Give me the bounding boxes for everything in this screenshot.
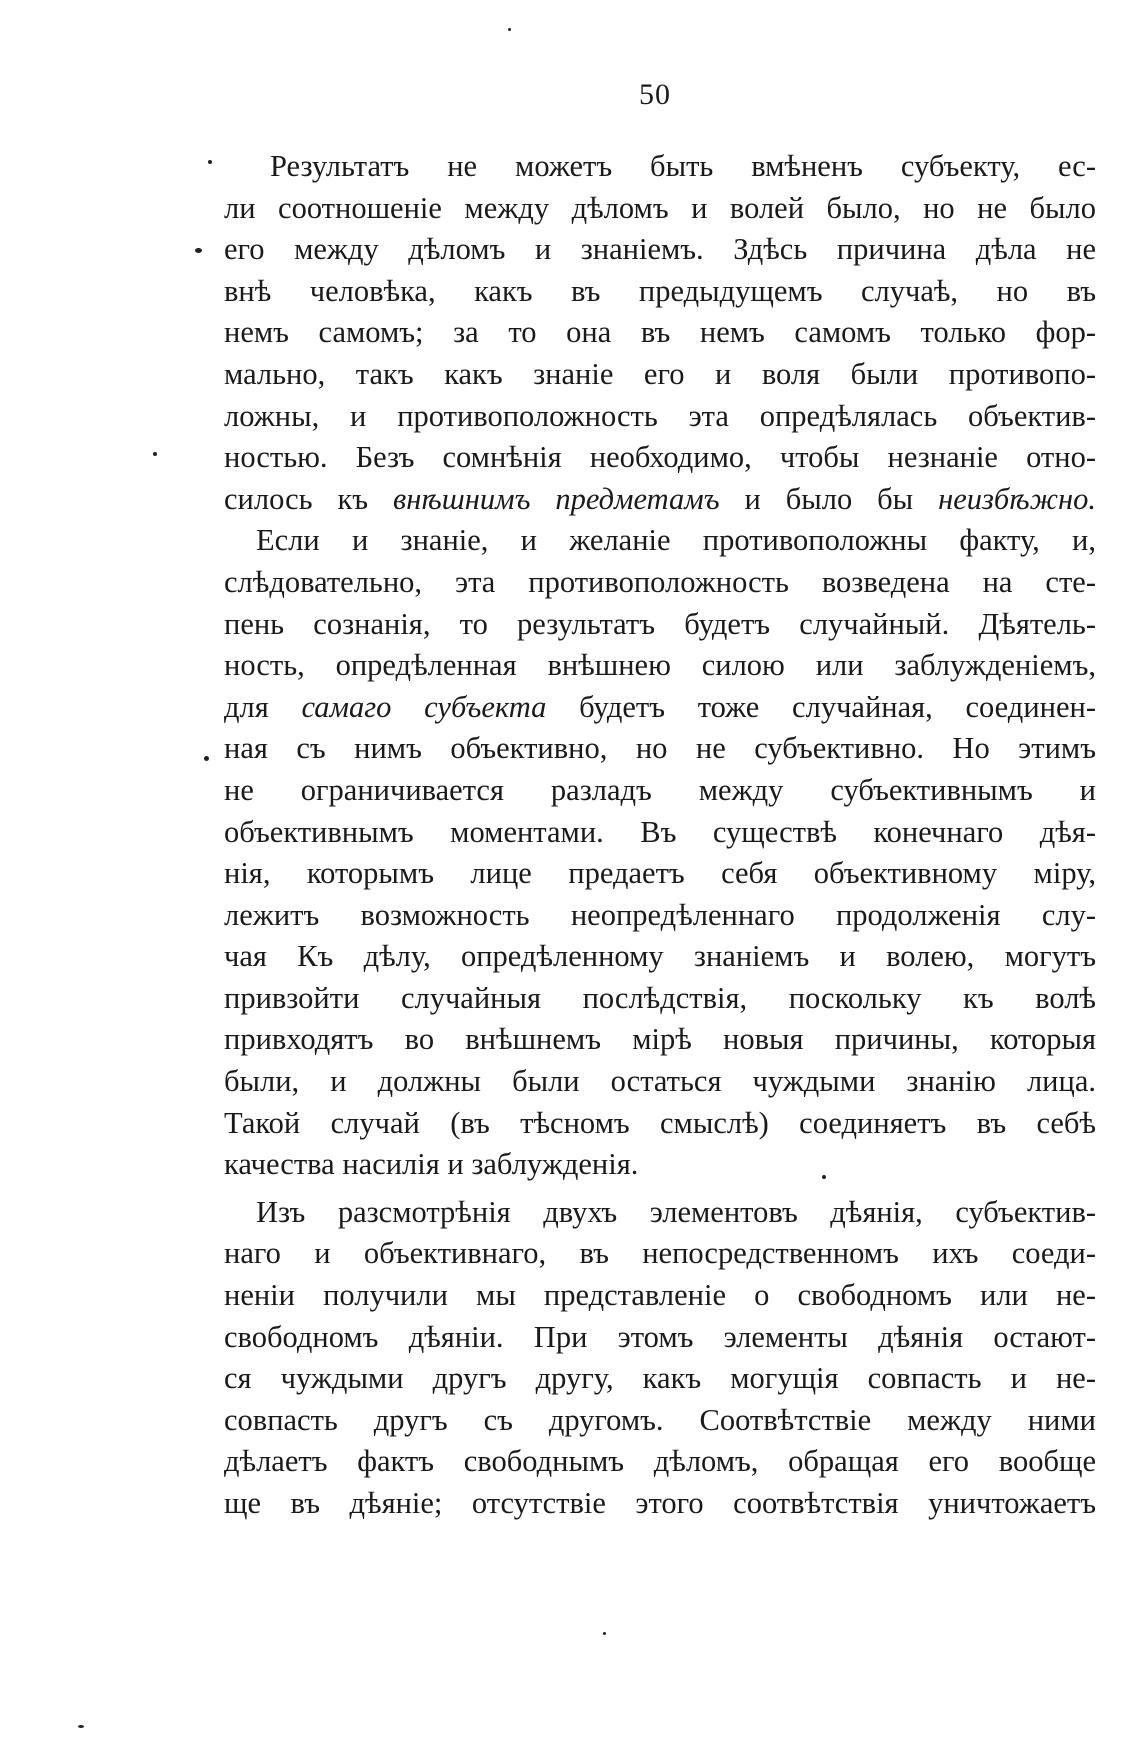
paragraph-2 — [224, 1192, 1096, 1525]
text-line: дѣлаетъ фактъ свободнымъ дѣломъ, обращая его вообще — [224, 1444, 1096, 1479]
text-line: не ограничивается разладъ между субъективнымъ и — [224, 772, 1096, 807]
scan-speck — [78, 1725, 84, 1728]
scan-speck — [195, 248, 202, 253]
text-line: Изъ разсмотрѣнія двухъ элементовъ дѣянія, субъектив- — [256, 1194, 1096, 1229]
text-line: ложны, и противоположность эта опредѣлялась объектив- — [224, 398, 1096, 433]
italic-phrase: неизбѣжно. — [938, 481, 1096, 516]
text-line: привзойти случайныя послѣдствія, поскольку къ волѣ — [224, 980, 1096, 1015]
text-line: совпасть другъ съ другомъ. Соотвѣтствіе между ними — [224, 1402, 1096, 1437]
text-line: немъ самомъ; за то она въ немъ самомъ только фор- — [224, 315, 1096, 350]
text-line — [224, 479, 1096, 521]
scan-speck — [204, 756, 209, 761]
text-line: нія, которымъ лице предаетъ себя объективному міру, — [224, 856, 1096, 891]
text-line: слѣдовательно, эта противоположность возведена на сте- — [224, 564, 1096, 599]
text-line: неніи получили мы представленіе о свободномъ или не- — [224, 1278, 1096, 1313]
text-line: Если и знаніе, и желаніе противоположны факту, и, — [256, 523, 1096, 558]
text-line: ностью. Безъ сомнѣнія необходимо, чтобы незнаніе отно- — [224, 440, 1096, 475]
text-line — [224, 687, 1096, 729]
scan-speck — [208, 160, 212, 164]
text-line: качества насилія и заблужденія. — [224, 1147, 639, 1182]
text-run: для — [224, 689, 302, 724]
body-text — [224, 146, 1096, 1525]
text-line: внѣ человѣка, какъ въ предыдущемъ случаѣ, но въ — [224, 273, 1096, 308]
scan-speck — [603, 1632, 606, 1635]
text-line: ность, опредѣленная внѣшнею силою или заблужденіемъ, — [224, 648, 1096, 683]
text-line: Такой случай (въ тѣсномъ смыслѣ) соединяетъ въ себѣ — [224, 1105, 1096, 1140]
paragraph-1 — [224, 146, 1096, 1186]
text-run: будетъ тоже случайная, соединен- — [546, 689, 1096, 724]
text-line: его между дѣломъ и знаніемъ. Здѣсь причина дѣла не — [224, 232, 1096, 267]
text-line: ще въ дѣяніе; отсутствіе этого соотвѣтствія уничтожаетъ — [224, 1486, 1096, 1520]
text-line: чая Къ дѣлу, опредѣленному знаніемъ и волею, могутъ — [224, 939, 1096, 974]
text-run: и было бы — [719, 481, 939, 516]
text-line: объективнымъ моментами. Въ существѣ конечнаго дѣя- — [224, 814, 1096, 849]
text-line: наго и объективнаго, въ непосредственномъ ихъ соеди- — [224, 1236, 1096, 1271]
text-run: силось къ — [224, 481, 393, 516]
italic-phrase: внѣшнимъ предметамъ — [392, 481, 720, 516]
scan-speck — [153, 452, 157, 456]
scan-speck — [508, 28, 511, 31]
text-line: были, и должны были остаться чуждыми знанію лица. — [224, 1064, 1096, 1099]
italic-phrase: самаго субъекта — [301, 689, 547, 724]
text-line: Результатъ не можетъ быть вмѣненъ субъекту, ес- — [270, 149, 1096, 183]
page-number: 50 — [639, 78, 671, 111]
text-line: свободномъ дѣяніи. При этомъ элементы дѣянія остают- — [224, 1319, 1096, 1354]
text-line: лежитъ возможность неопредѣленнаго продолженія слу- — [224, 897, 1096, 932]
text-line: пень сознанія, то результатъ будетъ случайный. Дѣятель- — [224, 606, 1096, 641]
text-line: ли соотношеніе между дѣломъ и волей было, но не было — [224, 190, 1096, 225]
text-line: привходятъ во внѣшнемъ мірѣ новыя причины, которыя — [224, 1022, 1096, 1057]
text-line: мально, такъ какъ знаніе его и воля были противопо- — [224, 356, 1096, 391]
text-line: ная съ нимъ объективно, но не субъективно. Но этимъ — [224, 731, 1096, 766]
scan-speck — [822, 1175, 826, 1179]
text-line: ся чуждыми другъ другу, какъ могущія совпасть и не- — [224, 1361, 1096, 1396]
